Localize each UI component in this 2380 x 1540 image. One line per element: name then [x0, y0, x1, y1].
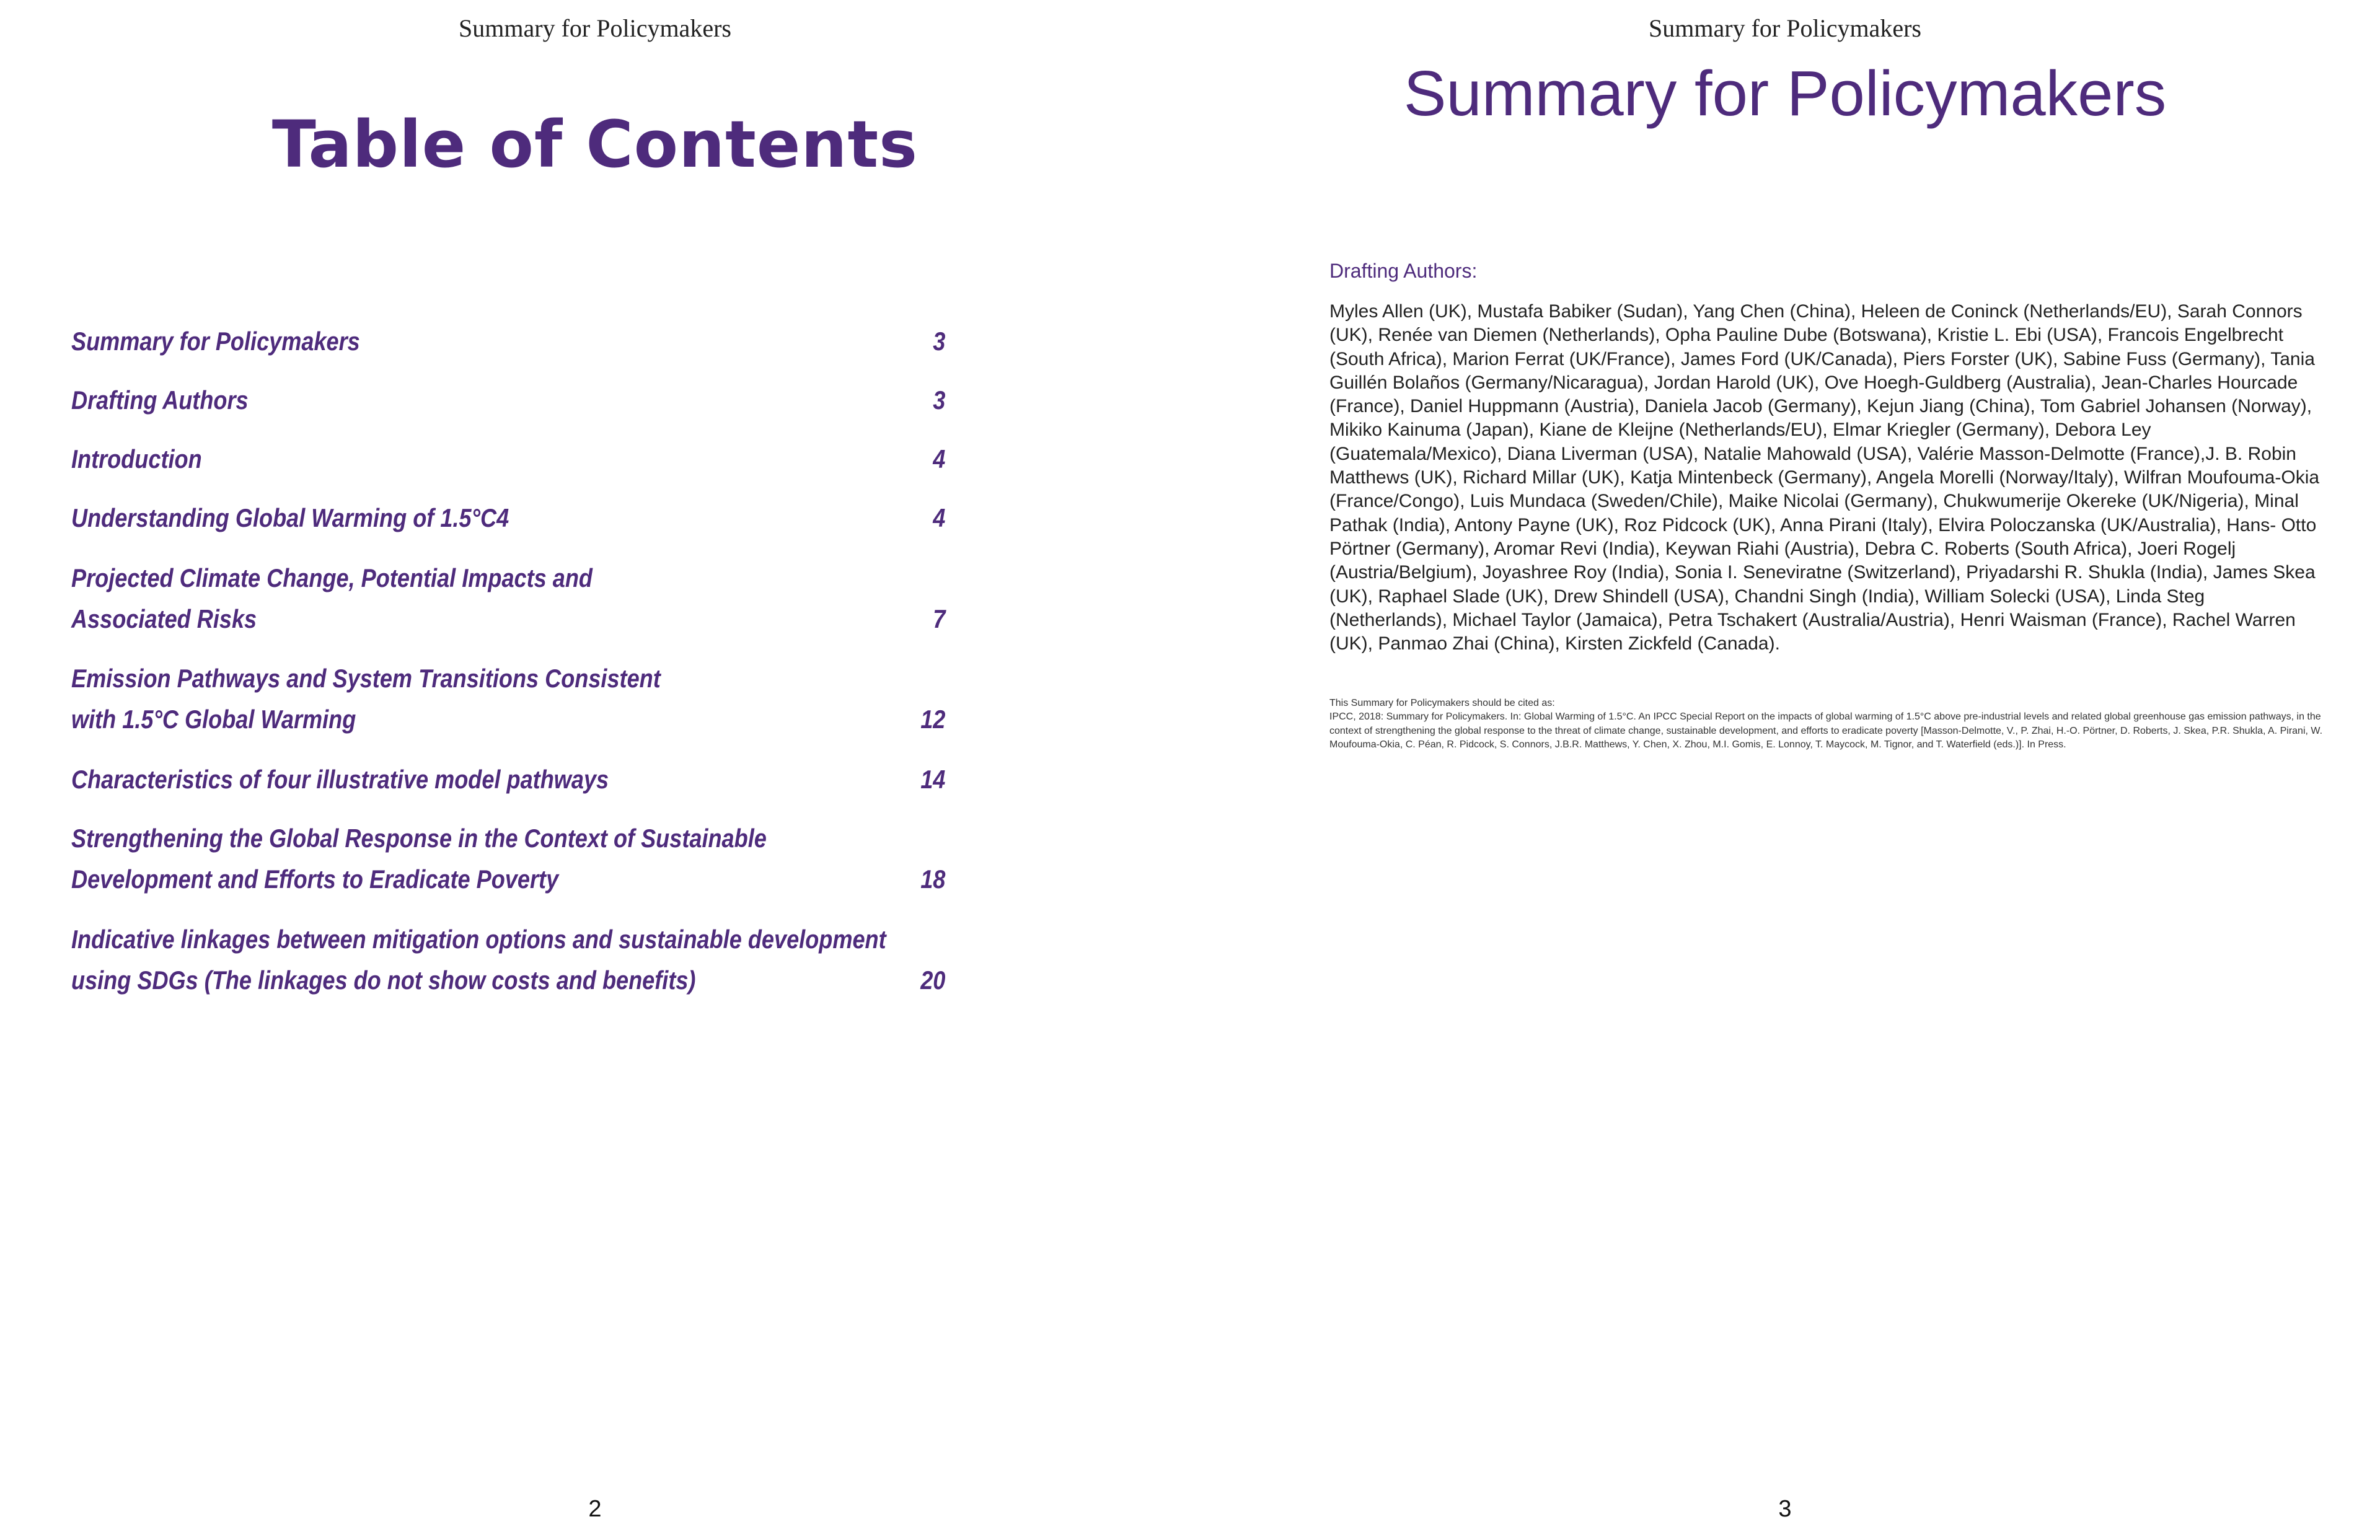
- toc-entry-text: Associated Risks: [71, 604, 257, 633]
- page-number: 3: [1778, 1496, 1792, 1522]
- toc-page-number: 12: [920, 705, 946, 734]
- toc-page-number: 20: [920, 966, 946, 995]
- toc-entry-understanding[interactable]: [71, 498, 945, 539]
- toc-page-number: 3: [933, 385, 946, 415]
- toc-page-number: 4: [933, 503, 946, 532]
- running-head: Summary for Policymakers: [1649, 14, 1921, 42]
- toc-entry-introduction[interactable]: [71, 439, 945, 480]
- page-number: 2: [588, 1496, 602, 1522]
- right-page: [1190, 0, 2380, 1540]
- toc-entry-drafting-authors[interactable]: [71, 380, 945, 421]
- toc-entry-strengthening[interactable]: [71, 818, 945, 900]
- toc-entry-projected-climate[interactable]: [71, 558, 945, 640]
- toc-entry-characteristics[interactable]: [71, 759, 945, 800]
- citation-intro: This Summary for Policymakers should be cited as:: [1329, 698, 1555, 708]
- toc-entry-text: Indicative linkages between mitigation options and sustainable development: [71, 925, 886, 954]
- toc-page-number: 14: [920, 765, 946, 794]
- toc-entry-indicative-linkages[interactable]: [71, 919, 945, 1001]
- page-title: Summary for Policymakers: [1403, 58, 2167, 129]
- toc-page-number: 4: [933, 444, 946, 473]
- toc-entry-summary[interactable]: [71, 321, 945, 362]
- toc-entry-text: Projected Climate Change, Potential Impacts and: [71, 563, 593, 592]
- toc-entry-text: using SDGs (The linkages do not show costs and benefits): [71, 966, 696, 995]
- running-head: Summary for Policymakers: [459, 14, 731, 42]
- toc-entry-text: Introduction: [71, 444, 202, 473]
- toc-entry-text: Understanding Global Warming of 1.5°C4: [71, 503, 509, 532]
- toc-entry-text: Strengthening the Global Response in the Context of Sustainable: [71, 824, 767, 853]
- toc-entry-text: Summary for Policymakers: [71, 327, 360, 356]
- toc-entry-text: Characteristics of four illustrative model pathways: [71, 765, 609, 794]
- toc-page-number: 3: [933, 327, 946, 356]
- citation-text: IPCC, 2018: Summary for Policymakers. In: Global Warming of 1.5°C. An IPCC Special Report on the impacts of global warming of 1.5°C above pre-industrial levels and related global greenhouse gas emission pathways, in the context of strengthening the global response to the threat of climate change, sustainable development, and efforts to eradicate poverty [Masson-Delmotte, V., P. Zhai, H.-O. Pörtner, D. Roberts, J. Skea, P.R. Shukla, A. Pirani, W. Moufouma-Okia, C. Péan, R. Pidcock, S. Connors, J.B.R. Matthews, Y. Chen, X. Zhou, M.I. Gomis, E. Lonnoy, T. Maycock, M. Tignor, and T. Waterfield (eds.)]. In Press.: [1329, 711, 2323, 750]
- toc-page-number: 18: [920, 865, 946, 894]
- toc-entry-text: Emission Pathways and System Transitions Consistent: [71, 664, 661, 693]
- drafting-authors-heading: Drafting Authors:: [1329, 260, 1478, 282]
- toc-entry-text: Development and Efforts to Eradicate Poverty: [71, 865, 559, 894]
- toc-entry-emission-pathways[interactable]: [71, 658, 945, 740]
- toc-entry-text: with 1.5°C Global Warming: [71, 705, 356, 734]
- toc-page-number: 7: [933, 604, 946, 633]
- authors-list: Myles Allen (UK), Mustafa Babiker (Sudan), Yang Chen (China), Heleen de Coninck (Netherlands/EU), Sarah Connors (UK), Renée van Diemen (Netherlands), Opha Pauline Dube (Botswana), Kristie L. Ebi (USA), Francois Engelbrecht (South Africa), Marion Ferrat (UK/France), James Ford (UK/Canada), Piers Forster (UK), Sabine Fuss (Germany), Tania Guillén Bolaños (Germany/Nicaragua), Jordan Harold (UK), Ove Hoegh-Guldberg (Australia), Jean-Charles Hourcade (France), Daniel Huppmann (Austria), Daniela Jacob (Germany), Kejun Jiang (China), Tom Gabriel Johansen (Norway), Mikiko Kainuma (Japan), Kiane de Kleijne (Netherlands/EU), Elmar Kriegler (Germany), Debora Ley (Guatemala/Mexico), Diana Liverman (USA), Natalie Mahowald (USA), Valérie Masson-Delmotte (France),J. B. Robin Matthews (UK), Richard Millar (UK), Katja Mintenbeck (Germany), Angela Morelli (Norway/Italy), Wilfran Moufouma-Okia (France/Congo), Luis Mundaca (Sweden/Chile), Maike Nicolai (Germany), Chukwumerije Okereke (UK/Nigeria), Minal Pathak (India), Antony Payne (UK), Roz Pidcock (UK), Anna Pirani (Italy), Elvira Poloczanska (UK/Australia), Hans- Otto Pörtner (Germany), Aromar Revi (India), Keywan Riahi (Austria), Debra C. Roberts (South Africa), Joeri Rogelj (Austria/Belgium), Joyashree Roy (India), Sonia I. Seneviratne (Switzerland), Priyadarshi R. Shukla (India), James Skea (UK), Raphael Slade (UK), Drew Shindell (USA), Chandni Singh (India), William Solecki (USA), Linda Steg (Netherlands), Michael Taylor (Jamaica), Petra Tschakert (Australia/Austria), Henri Waisman (France), Rachel Warren (UK), Panmao Zhai (China), Kirsten Zickfeld (Canada).: [1329, 301, 2320, 654]
- toc-title: Table of Contents: [271, 107, 919, 182]
- toc-entry-text: Drafting Authors: [71, 385, 249, 415]
